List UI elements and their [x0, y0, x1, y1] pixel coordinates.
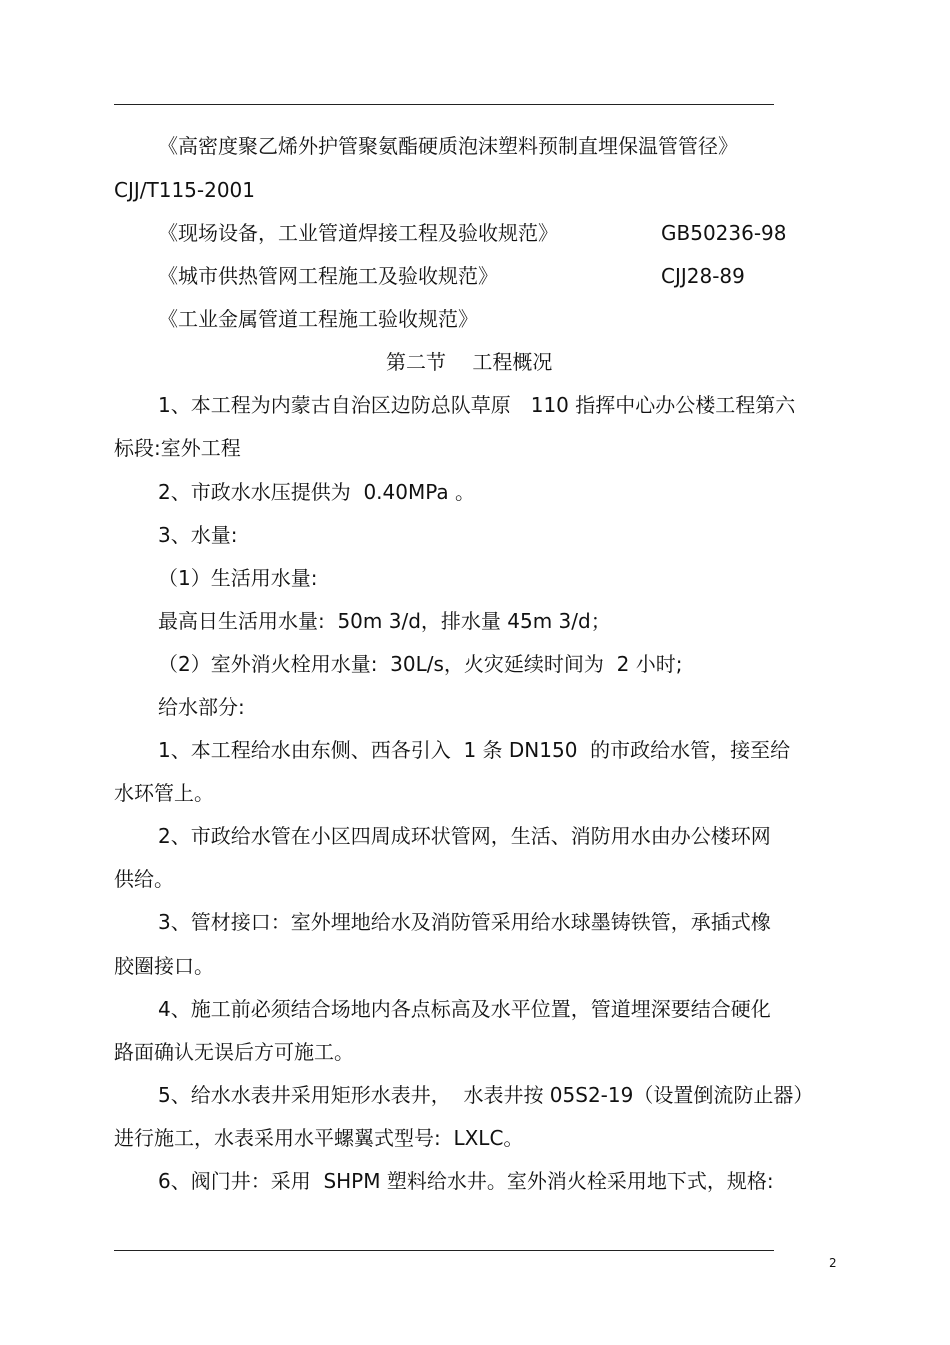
- header-rule: [114, 104, 774, 105]
- paragraph-line: 最高日生活用水量: 50m 3/d，排水量 45m 3/d；: [158, 609, 611, 633]
- paragraph-line: 标段:室外工程: [114, 436, 241, 460]
- paragraph-line: 路面确认无误后方可施工。: [114, 1040, 354, 1064]
- paragraph-line: （1）生活用水量:: [158, 566, 318, 590]
- reference-line: 《现场设备，工业管道焊接工程及验收规范》: [158, 221, 558, 245]
- paragraph-line: 1、本工程为内蒙古自治区边防总队草原 110 指挥中心办公楼工程第六: [158, 393, 796, 417]
- paragraph-line: （2）室外消火栓用水量: 30L/s，火灾延续时间为 2 小时;: [158, 652, 683, 676]
- page-number: 2: [829, 1256, 837, 1270]
- reference-line: 《高密度聚乙烯外护管聚氨酯硬质泡沫塑料预制直埋保温管管径》: [158, 134, 738, 158]
- paragraph-line: 供给。: [114, 867, 174, 891]
- paragraph-line: 水环管上。: [114, 781, 214, 805]
- footer-rule: [114, 1250, 774, 1251]
- reference-line: 《城市供热管网工程施工及验收规范》: [158, 264, 498, 288]
- paragraph-line: 1、本工程给水由东侧、西各引入 1 条 DN150 的市政给水管，接至给: [158, 738, 791, 762]
- paragraph-line: 2、市政给水管在小区四周成环状管网，生活、消防用水由办公楼环网: [158, 824, 771, 848]
- paragraph-line: 进行施工，水表采用水平螺翼式型号: LXLC。: [114, 1126, 524, 1150]
- paragraph-line: 4、施工前必须结合场地内各点标高及水平位置，管道埋深要结合硬化: [158, 997, 771, 1021]
- reference-code-line: CJJ/T115-2001: [114, 178, 256, 202]
- paragraph-line: 5、给水水表井采用矩形水表井， 水表井按 05S2-19（设置倒流防止器）: [158, 1083, 814, 1107]
- paragraph-line: 3、管材接口：室外埋地给水及消防管采用给水球墨铸铁管，承插式橡: [158, 910, 771, 934]
- reference-line: 《工业金属管道工程施工验收规范》: [158, 307, 478, 331]
- paragraph-line: 2、市政水水压提供为 0.40MPa 。: [158, 480, 476, 504]
- paragraph-line: 3、水量:: [158, 523, 238, 547]
- paragraph-line: 6、阀门井：采用 SHPM 塑料给水井。室外消火栓采用地下式，规格:: [158, 1169, 774, 1193]
- reference-code: GB50236-98: [661, 221, 787, 245]
- paragraph-line: 给水部分:: [158, 695, 245, 719]
- paragraph-line: 胶圈接口。: [114, 954, 214, 978]
- reference-code: CJJ28-89: [661, 264, 745, 288]
- section-heading: 第二节 工程概况: [386, 350, 553, 374]
